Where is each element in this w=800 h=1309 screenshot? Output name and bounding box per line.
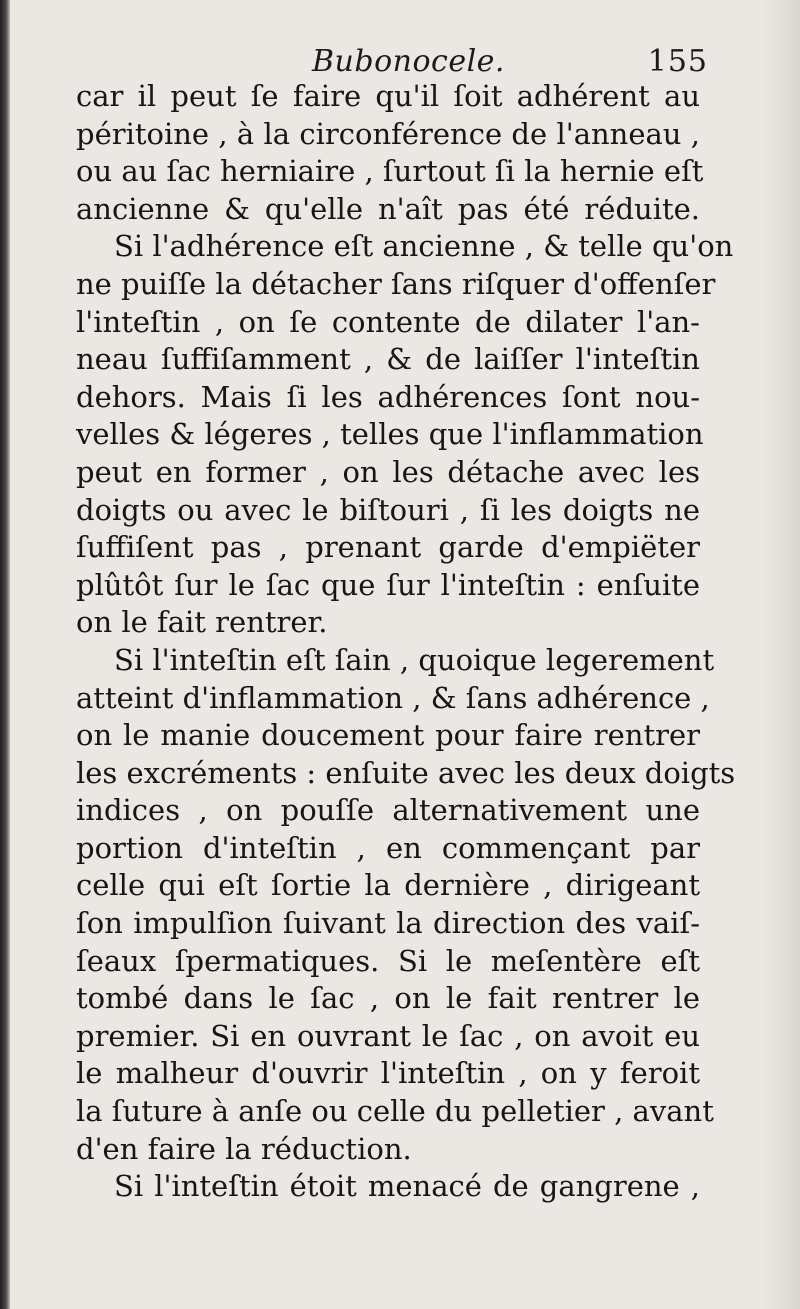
text-line: dehors. Mais ſi les adhérences ſont nou- <box>76 379 700 414</box>
text-line: portion d'inteſtin , en commençant par <box>76 830 700 865</box>
text-line: ſon impulſion ſuivant la direction des vaiſ- <box>76 906 700 941</box>
text-line: on le fait rentrer. <box>76 605 328 640</box>
page-number: 155 <box>647 44 708 79</box>
body-text <box>76 78 736 1206</box>
text-line: la ſuture à anſe ou celle du pelletier , avant <box>76 1094 714 1129</box>
text-line: velles & légeres , telles que l'inflammation <box>76 417 704 452</box>
text-line: Si l'adhérence eſt ancienne , & telle qu'on <box>114 229 734 264</box>
text-line: peut en former , on les détache avec les <box>76 454 700 489</box>
text-line: neau ſuffiſamment , & de laiſſer l'inteſtin <box>76 342 700 377</box>
text-line: ſeaux ſpermatiques. Si le meſentère eſt <box>76 943 700 978</box>
text-line: plûtôt ſur le ſac que ſur l'inteſtin : enſuite <box>76 567 700 602</box>
text-line: les excréments : enſuite avec les deux doigts <box>76 755 736 790</box>
text-line: tombé dans le ſac , on le fait rentrer le <box>76 981 700 1016</box>
paragraph-2 <box>76 228 734 642</box>
text-line: péritoine , à la circonférence de l'anneau , <box>76 116 700 151</box>
text-line: ſuffiſent pas , prenant garde d'empiëter <box>76 530 700 565</box>
text-line: Si l'inteſtin étoit menacé de gangrene , <box>114 1169 700 1204</box>
running-title: Bubonocele. <box>312 44 505 79</box>
page-edge-shade <box>760 0 800 1309</box>
text-line: indices , on pouſſe alternativement une <box>76 793 700 828</box>
text-line: l'inteſtin , on ſe contente de dilater l'an- <box>76 304 700 339</box>
page-gutter-shadow <box>0 0 10 1309</box>
text-line: on le manie doucement pour faire rentrer <box>76 718 700 753</box>
text-line: Si l'inteſtin eſt ſain , quoique legerement <box>114 642 715 677</box>
text-line: ne puiſſe la détacher ſans riſquer d'offenſer <box>76 266 716 301</box>
text-line: car il peut ſe faire qu'il ſoit adhérent au <box>76 79 700 113</box>
paragraph-3 <box>76 642 736 1168</box>
paragraph-4 <box>76 1168 700 1206</box>
text-line: atteint d'inflammation , & ſans adhérence , <box>76 680 710 715</box>
text-line: premier. Si en ouvrant le ſac , on avoit eu <box>76 1018 700 1053</box>
text-line: celle qui eſt ſortie la dernière , dirigeant <box>76 868 700 903</box>
paragraph-1 <box>76 78 704 228</box>
text-line: ou au ſac herniaire , ſurtout ſi la hernie eſt <box>76 154 704 189</box>
text-line: d'en faire la réduction. <box>76 1131 412 1166</box>
text-line: doigts ou avec le biſtouri , ſi les doigts ne <box>76 492 700 527</box>
text-line: ancienne & qu'elle n'aît pas été réduite. <box>76 191 700 226</box>
text-line: le malheur d'ouvrir l'inteſtin , on y feroit <box>76 1056 700 1091</box>
